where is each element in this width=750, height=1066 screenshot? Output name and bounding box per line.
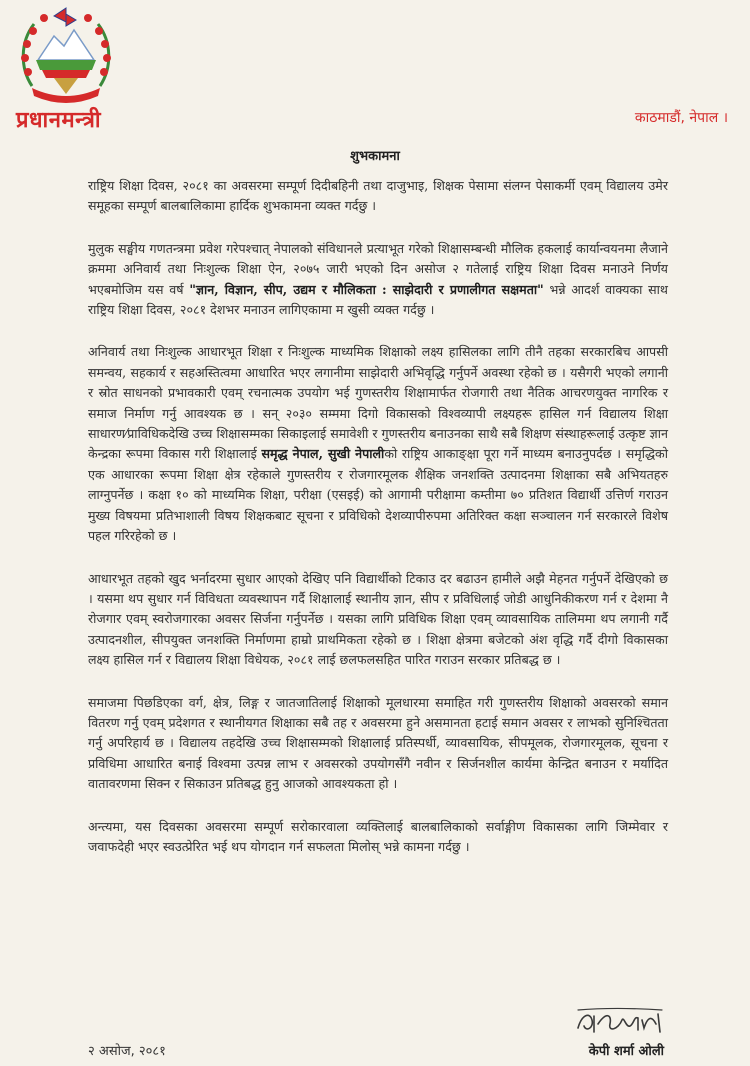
nepal-emblem-icon [14,6,118,104]
national-aspiration: समृद्ध नेपाल, सुखी नेपाली [261,446,385,462]
office-title: प्रधानमन्त्री [16,108,102,133]
signer-name: केपी शर्मा ओली [588,1044,664,1059]
paragraph-3 [88,342,668,546]
letter-title: शुभकामना [350,149,400,164]
paragraph-2-text-b: भन्ने आदर्श वाक्यका साथ राष्ट्रिय शिक्षा दिवस, २०८१ देशभर मनाउन लागिएकामा म खुसी व्यक्त गर्दछु । [88,281,668,318]
paragraph-3-text-a: अनिवार्य तथा निःशुल्क आधारभूत शिक्षा र निःशुल्क माध्यमिक शिक्षाको लक्ष्य हासिलका लागि तीनै तहका सरकारबिच आपसी समन्वय, सहकार्य र सहअस्तित्वमा आधारित भएर लगानीमा साझेदारी अभिवृद्धि गर्नुपर्ने अवस्था रहेको छ । यसैगरी भएको लगानी र स्रोत साधनको प्रभावकारी एवम् रचनात्मक उपयोग भई गुणस्तरीय शिक्षामार्फत रोजगारी तथा नैतिक आचरणयुक्त नागरिक र समाज निर्माण गर्नु आवश्यक छ । सन् २०३० सम्ममा दिगो विकासको विश्वव्यापी लक्ष्यहरू हासिल गर्न विद्यालय शिक्षा साधारण⁄प्राविधिकदेखि उच्च शिक्षासम्मका सिकाइलाई समावेशी र गुणस्तरीय बनाउनका साथै सबै शिक्षण संस्थाहरूलाई उत्कृष्ट ज्ञान केन्द्रका रूपमा विकास गरी शिक्षालाई [88,344,668,462]
handwritten-signature [572,1006,668,1040]
letter-date: २ असोज, २०८१ [88,1044,166,1059]
paragraph-5: समाजमा पिछडिएका वर्ग, क्षेत्र, लिङ्ग र जातजातिलाई शिक्षाको मूलधारमा समाहित गरी गुणस्तरीय शिक्षाको अवसरको समान वितरण गर्नु एवम् प्रदेशगत र स्थानीयगत शिक्षाका सबै तह र अवसरमा हुने असमानता हटाई समान अवसर र लाभको सुनिश्चितता गर्नु अपरिहार्य छ । विद्यालय तहदेखि उच्च शिक्षासम्मको शिक्षालाई प्रतिस्पर्धी, व्यावसायिक, सीपमूलक, रोजगारमूलक, सूचना र प्रविधिमा आधारित बनाई विश्वमा उत्पन्न लाभ र अवसरको उपयोगसँगै नवीन र सिर्जनशील कार्यमा केन्द्रित बनाउन र मर्यादित वातावरणमा सिक्न र सिकाउन प्रतिबद्ध हुनु आजको आवश्यकता हो । [88,694,668,792]
theme-slogan: "ज्ञान, विज्ञान, सीप, उद्यम र मौलिकता : साझेदारी र प्रणालीगत सक्षमता" [189,281,544,297]
letter-body [88,176,668,879]
paragraph-3-text-b: को राष्ट्रिय आकाङ्क्षा पूरा गर्ने माध्यम बनाउनुपर्दछ । समृद्धिको एक आधारका रूपमा शिक्षा क्षेत्र रहेकाले गुणस्तरीय र रोजगारमूलक शैक्षिक जनशक्ति उत्पादनमा शिक्षाका सबै अभियतहरु लाग्नुपर्नेछ । कक्षा १० को माध्यमिक शिक्षा, परीक्षा (एसइई) को आगामी परीक्षामा कम्तीमा ७० प्रतिशत विद्यार्थी उत्तिर्ण गराउन मुख्य विषयमा प्रतिभाशाली विषय शिक्षकबाट सूचना र प्रविधिको देशव्यापीरुपमा अतिरिक्त कक्षा सञ्चालन गर्न सरकारले विशेष पहल गरिरहेको छ । [88,446,668,544]
paragraph-1: राष्ट्रिय शिक्षा दिवस, २०८१ का अवसरमा सम्पूर्ण दिदीबहिनी तथा दाजुभाइ, शिक्षक पेसामा संलग्न पेसाकर्मी एवम् विद्यालय उमेर समूहका सम्पूर्ण बालबालिकामा हार्दिक शुभकामना व्यक्त गर्दछु । [88,178,668,214]
location: काठमाडौं, नेपाल । [634,110,728,126]
paragraph-2 [88,239,668,321]
paragraph-4: आधारभूत तहको खुद भर्नादरमा सुधार आएको देखिए पनि विद्यार्थीको टिकाउ दर बढाउन हामीले अझै मेहनत गर्नुपर्ने देखिएको छ । यसमा थप सुधार गर्न विविधता व्यवस्थापन गर्दै शिक्षालाई स्थानीय ज्ञान, सीप र प्रविधिलाई जोडी आधुनिकीकरण गर्न र देशमा नै रोजगार एवम् स्वरोजगारका अवसर सिर्जना गर्नुपर्नेछ । यसका लागि प्रविधिक शिक्षा एवम् व्यावसायिक तालिममा थप लगानी गर्दै उत्पादनशील, सीपयुक्त जनशक्ति निर्माणमा हाम्रो प्राथमिकता रहेको छ । शिक्षा क्षेत्रमा बजेटको अंश वृद्धि गर्दै दीगो विकासका लक्ष्य हासिल गर्न र विद्यालय शिक्षा विधेयक, २०८१ लाई छलफलसहित पारित गराउन सरकार प्रतिबद्ध छ । [88,570,668,668]
paragraph-2-text-a: मुलुक सङ्घीय गणतन्त्रमा प्रवेश गरेपश्चात् नेपालको संविधानले प्रत्याभूत गरेको शिक्षासम्बन्धी मौलिक हकलाई कार्यान्वयनमा लैजाने क्रममा अनिवार्य तथा निःशुल्क शिक्षा ऐन, २०७५ जारी भएको दिन असोज २ गतेलाई राष्ट्रिय शिक्षा दिवस मनाउने निर्णय भएबमोजिम यस वर्ष [88,240,668,297]
paragraph-6: अन्त्यमा, यस दिवसका अवसरमा सम्पूर्ण सरोकारवाला व्यक्तिलाई बालबालिकाको सर्वाङ्गीण विकासका लागि जिम्मेवार र जवाफदेही भएर स्वउत्प्रेरित भई थप योगदान गर्न सफलता मिलोस् भन्ने कामना गर्दछु । [88,818,668,854]
